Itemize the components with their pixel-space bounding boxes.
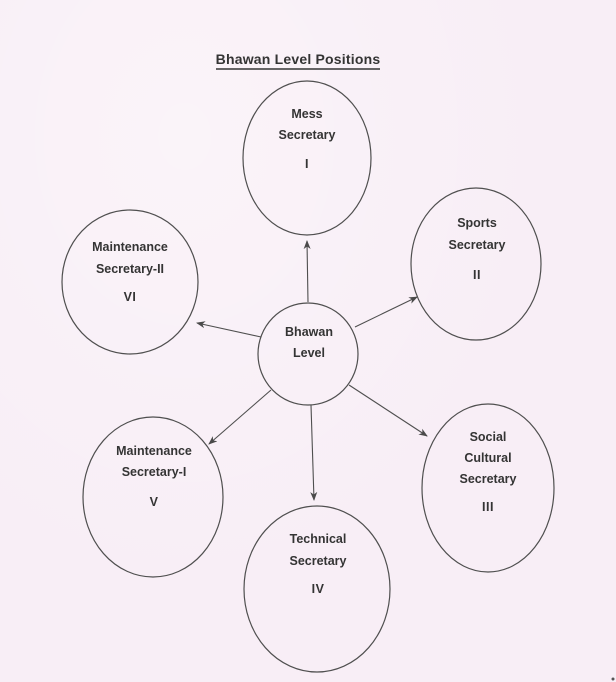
arrows: [197, 241, 427, 500]
sports-secretary-label-line-1: Sports: [457, 216, 497, 230]
arrow-center-to-maintenance-secretary-1: [209, 390, 271, 444]
social-cultural-secretary-label-line-2: Cultural: [464, 451, 512, 465]
maintenance-secretary-2-label-line-2: Secretary-II: [95, 262, 165, 276]
sports-secretary-label-line-2: Secretary: [448, 238, 506, 252]
bhawan-level-label-line-2: Level: [293, 346, 325, 360]
arrow-center-to-social-cultural-secretary: [349, 385, 427, 436]
page-title: Bhawan Level Positions: [215, 51, 381, 67]
scan-speck: [612, 678, 615, 681]
bhawan-level-label-line-1: Bhawan: [285, 325, 333, 339]
maintenance-secretary-1-numeral: V: [149, 495, 159, 509]
arrow-center-to-mess-secretary: [307, 241, 308, 302]
node-mess-secretary: [243, 81, 371, 235]
maintenance-secretary-2-label-line-1: Maintenance: [92, 240, 168, 254]
node-social-cultural-secretary: [422, 404, 554, 572]
mess-secretary-numeral: I: [305, 157, 309, 171]
node-bhawan-level: [258, 303, 358, 405]
maintenance-secretary-1-label-line-2: Secretary-I: [121, 465, 187, 479]
technical-secretary-numeral: IV: [311, 582, 325, 596]
social-cultural-secretary-label-line-1: Social: [469, 430, 507, 444]
node-maintenance-secretary-2: [62, 210, 198, 354]
arrow-center-to-maintenance-secretary-2: [197, 323, 261, 337]
node-maintenance-secretary-1: [83, 417, 223, 577]
maintenance-secretary-1-label-line-1: Maintenance: [116, 444, 192, 458]
technical-secretary-label-line-1: Technical: [289, 532, 347, 546]
mess-secretary-label-line-1: Mess: [291, 107, 323, 121]
maintenance-secretary-2-ellipse: [62, 210, 198, 354]
technical-secretary-label-line-2: Secretary: [289, 554, 347, 568]
maintenance-secretary-2-numeral: VI: [123, 290, 137, 304]
social-cultural-secretary-numeral: III: [482, 500, 494, 514]
arrow-center-to-sports-secretary: [355, 297, 417, 327]
social-cultural-secretary-label-line-3: Secretary: [459, 472, 517, 486]
sports-secretary-ellipse: [411, 188, 541, 340]
mess-secretary-label-line-2: Secretary: [278, 128, 336, 142]
arrow-center-to-technical-secretary: [311, 405, 314, 500]
node-sports-secretary: [411, 188, 541, 340]
sports-secretary-numeral: II: [473, 268, 481, 282]
node-technical-secretary: [244, 506, 390, 672]
